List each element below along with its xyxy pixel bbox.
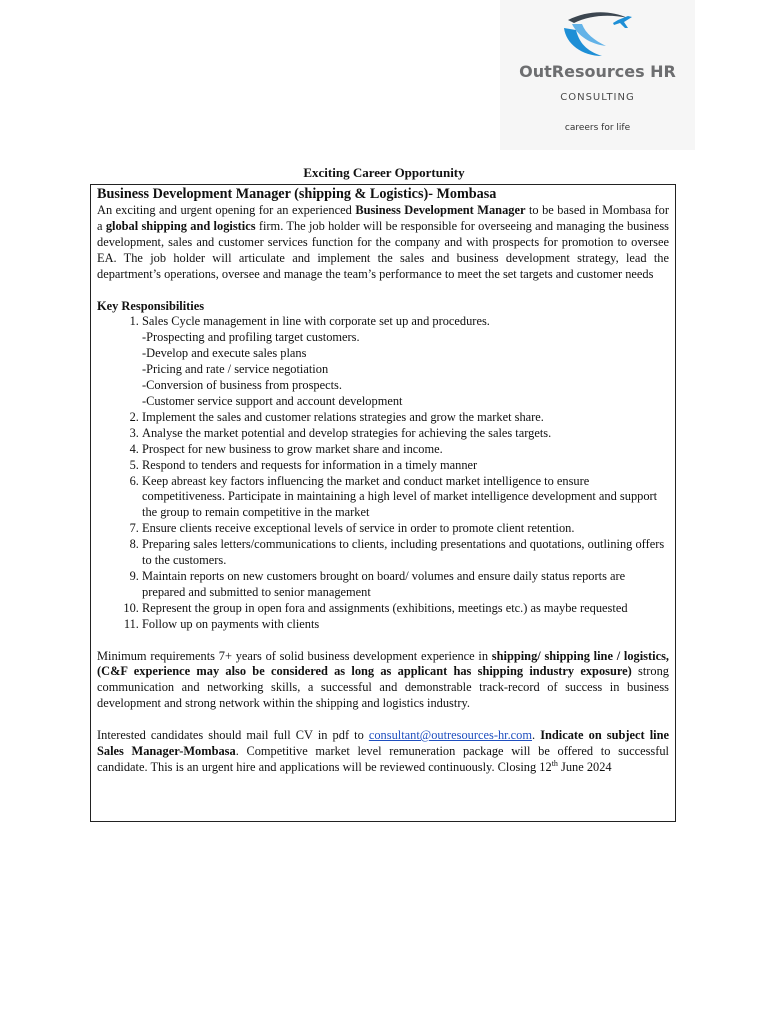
responsibility-item <box>142 617 669 633</box>
responsibility-text: Preparing sales letters/communications to clients, including presentations and quotations, outlining offers to the customers. <box>142 537 665 568</box>
apply-text-1: Interested candidates should mail full CV in pdf to <box>97 728 369 743</box>
requirements-text-1: Minimum requirements 7+ years of solid business development experience in <box>97 648 492 663</box>
responsibilities-list <box>97 314 669 632</box>
intro-text-1: An exciting and urgent opening for an experienced <box>97 203 356 217</box>
responsibility-text: Ensure clients receive exceptional levels of service in order to promote client retention. <box>142 521 575 536</box>
responsibility-item <box>142 426 669 442</box>
responsibility-item <box>142 410 669 426</box>
apply-paragraph <box>97 728 669 776</box>
company-tagline: careers for life <box>564 123 631 133</box>
job-title: Business Development Manager (shipping & Logistics)- Mombasa <box>97 186 497 202</box>
apply-text-4: June 2024 <box>557 760 612 774</box>
responsibility-subitem: -Prospecting and profiling target customers. <box>142 330 360 345</box>
intro-paragraph <box>97 203 669 283</box>
intro-text-3: firm. The job holder will be responsible for overseeing and managing the business development, sales and customer services function for the company and with prospects for promotion to oversee EA. The job holder will articulate and implement the sales and business development strategy, lead the department’s operations, oversee and manage the team’s performance to meet the set targets and customer needs <box>97 218 669 281</box>
apply-subject-bold: Indicate on subject line Sales Manager-Mombasa <box>97 728 669 759</box>
responsibility-subitem: -Conversion of business from prospects. <box>142 378 342 393</box>
responsibility-text: Respond to tenders and requests for information in a timely manner <box>142 457 478 472</box>
responsibility-text: Follow up on payments with clients <box>142 616 320 631</box>
intro-role-bold: Business Development Manager <box>355 203 526 217</box>
company-subtitle: CONSULTING <box>560 92 635 103</box>
responsibilities-heading: Key Responsibilities <box>97 298 205 313</box>
responsibility-text: Sales Cycle management in line with corporate set up and procedures. <box>142 314 490 329</box>
logo-swoosh-plane-icon <box>558 6 638 62</box>
responsibility-subitem: -Pricing and rate / service negotiation <box>142 362 329 377</box>
responsibility-text: Represent the group in open fora and assignments (exhibitions, meetings etc.) as maybe requested <box>142 600 628 615</box>
requirements-paragraph <box>97 649 669 713</box>
apply-text-3: . Competitive market level remuneration package will be offered to successful candidate. This is an urgent hire and applications will be reviewed continuously. Closing 12 <box>97 744 669 774</box>
responsibility-item <box>142 474 669 522</box>
responsibility-text: Analyse the market potential and develop strategies for achieving the sales targets. <box>142 425 552 440</box>
responsibility-subitem: -Develop and execute sales plans <box>142 346 307 361</box>
company-logo <box>500 0 695 150</box>
company-name: OutResources HR <box>519 62 676 81</box>
responsibility-item <box>142 521 669 537</box>
responsibility-item <box>142 601 669 617</box>
responsibility-item <box>142 314 669 409</box>
responsibility-item <box>142 442 669 458</box>
intro-text-2: to be based in Mombasa for a <box>97 203 669 233</box>
responsibility-text: Prospect for new business to grow market share and income. <box>142 441 443 456</box>
intro-firm-bold: global shipping and logistics <box>105 218 256 233</box>
responsibility-text: Implement the sales and customer relations strategies and grow the market share. <box>142 409 544 424</box>
date-superscript: th <box>551 758 558 768</box>
responsibility-text: Maintain reports on new customers brought on board/ volumes and ensure daily status reports are prepared and submitted to senior management <box>142 568 626 599</box>
responsibility-subitem: -Customer service support and account development <box>142 393 403 408</box>
requirements-bold: shipping/ shipping line / logistics, (C&F experience may also be considered as long as applicant has shipping industry exposure) <box>97 648 669 679</box>
requirements-text-2: strong communication and networking skills, a successful and demonstrable track-record of success in business development and strong network within the shipping and logistics industry. <box>97 664 669 711</box>
responsibility-text: Keep abreast key factors influencing the market and conduct market intelligence to ensure competitiveness. Participate in maintaining a high level of market intelligence development and support the group to remain competitive in the market <box>142 473 658 520</box>
responsibility-item <box>142 537 669 569</box>
apply-text-2: . <box>532 728 541 743</box>
job-advert-box <box>90 184 676 822</box>
page-heading: Exciting Career Opportunity <box>303 165 465 180</box>
email-link[interactable]: consultant@outresources-hr.com <box>368 728 533 743</box>
responsibility-item <box>142 458 669 474</box>
responsibility-item <box>142 569 669 601</box>
